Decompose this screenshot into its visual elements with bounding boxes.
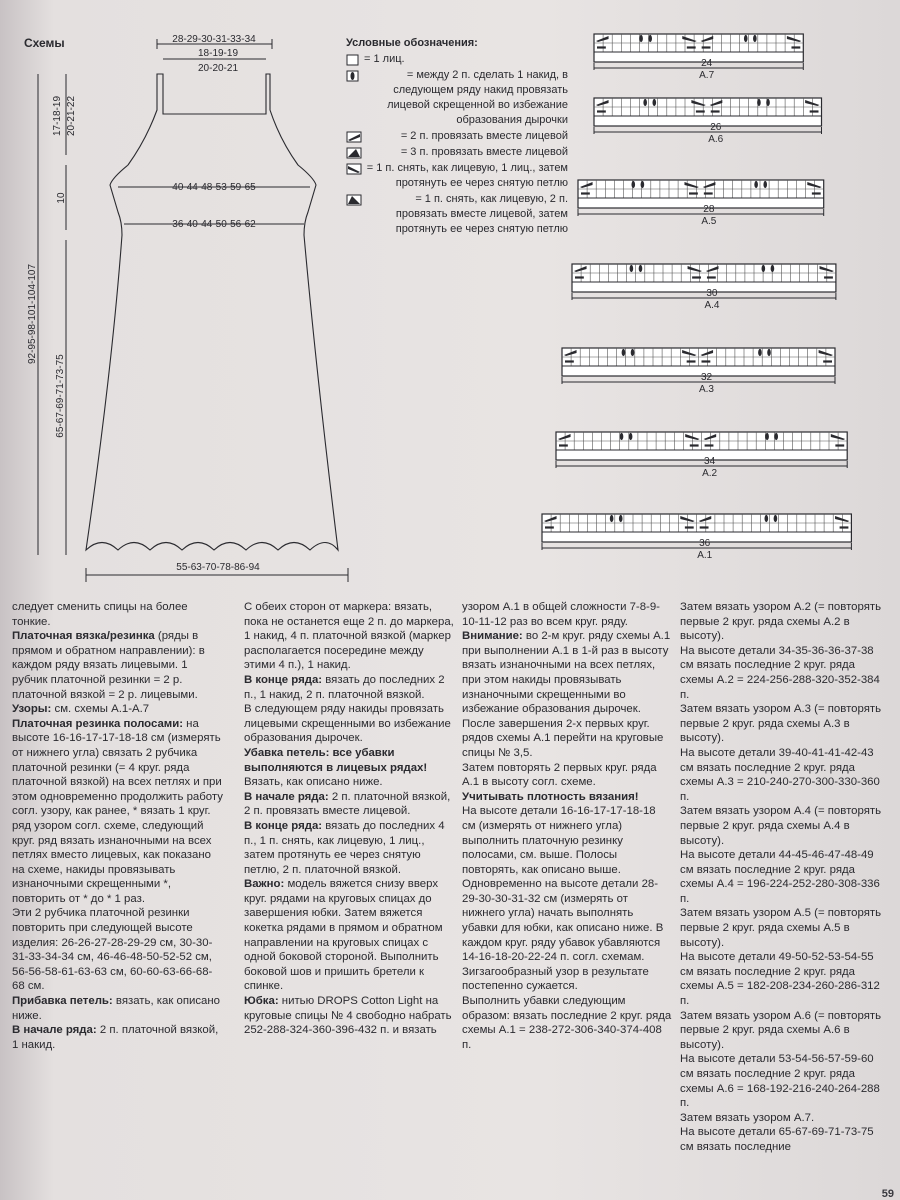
legend-title: Условные обозначения: — [346, 37, 478, 49]
chart-A.7 — [594, 34, 803, 81]
dress-outline — [86, 74, 338, 550]
yarn-over-symbol — [774, 433, 778, 440]
paragraph: Учитывать плотность вязания! — [462, 790, 639, 803]
paragraph: На высоте детали 53-54-56-57-59-60 см вязать последние 2 круг. ряда схемы А.6 = 168-192-216-240-264-288 п. — [680, 1053, 880, 1110]
paragraph: В конце ряда: вязать до последних 4 п., 1 п. снять, как лицевую, 1 лиц., затем протянуть ее через снятую петлю, 2 п. платочной вязкой. — [244, 819, 445, 876]
paragraph: Платочная резинка полосами: на высоте 16-16-17-17-18-18 см (измерять от нижнего угла) связать 2 рубчика платочной резинки (= 4 круг. ряда платочной вязкой) на всех петлях и при этом одновременно продолжить работу согл. узору, как ранее, * вязать 1 круг. ряд узором согл. схеме, следующий круг. ряд вязать изнаночными на всех петлях вместо лицевых, как показано на схеме, накиды провязывать изнаночными скрещенными *, повторить от * до * 1 раз. — [12, 717, 223, 905]
yarn-over-symbol — [643, 99, 647, 106]
paragraph: Убавка петель: все убавки выполняются в лицевых рядах! Вязать, как описано ниже. — [244, 746, 428, 789]
yarn-over-symbol — [629, 433, 633, 440]
chart-grid — [578, 180, 824, 208]
paragraph: В начале ряда: 2 п. платочной вязкой, 2 п. провязать вместе лицевой. — [244, 790, 451, 818]
yarn-over-symbol — [758, 349, 762, 356]
top-width-label: 28-29-30-31-33-34 — [172, 34, 256, 45]
yarn-over-symbol — [652, 99, 656, 106]
text-column-1 — [12, 600, 224, 1190]
chart-stitch-count: 32 — [700, 372, 713, 383]
skpo-icon — [346, 163, 362, 175]
paragraph: Эти 2 рубчика платочной резинки повторить при следующей высоте изделия: 26-26-27-28-29-29 см, 30-30-31-33-34-34 см, 46-46-48-50-52-52 см, 56-56-58-61-63-63 см, 60-60-63-66-68-68 см. — [12, 907, 213, 993]
chart-stitch-count: 36 — [699, 538, 711, 549]
yarn-over-symbol — [771, 265, 775, 272]
paragraph: Затем вязать узором А.2 (= повторять первые 2 круг. ряда схемы А.2 в высоту). — [680, 601, 882, 643]
chart-name: A.2 — [702, 468, 718, 479]
legend-item-text: = 3 п. провязать вместе лицевой — [400, 146, 568, 158]
section-title: Схемы — [24, 36, 65, 50]
text-column-4 — [680, 600, 890, 1190]
paragraph: После завершения 2-х первых круг. рядов схемы А.1 перейти на круговые спицы № 3,5. — [462, 717, 664, 759]
yarn-over-icon — [346, 70, 362, 82]
chart-A.4 — [572, 264, 836, 311]
chart-name: A.3 — [698, 384, 715, 395]
yarn-over-symbol — [767, 349, 771, 356]
k3tog-icon — [346, 147, 362, 159]
hem-width-label: 55-63-70-78-86-94 — [176, 562, 260, 573]
yarn-over-symbol — [631, 181, 635, 188]
paragraph: В следующем ряду накиды провязать лицевыми скрещенными во избежание образования дырочек. — [244, 703, 451, 745]
chart-A.1 — [542, 514, 851, 561]
yarn-over-symbol — [622, 349, 626, 356]
yarn-over-symbol — [766, 99, 770, 106]
chart-stitch-count: 30 — [706, 288, 718, 299]
chart-grid — [594, 34, 803, 62]
yarn-over-symbol — [641, 181, 645, 188]
paragraph: На высоте детали 65-67-69-71-73-75 см вязать последние — [680, 1126, 874, 1153]
total-length-label: 92-95-98-101-104-107 — [27, 263, 38, 365]
sk2po-icon — [346, 194, 362, 206]
chart-stitch-count: 28 — [703, 204, 715, 215]
paragraph: Затем вязать узором А.3 (= повторять первые 2 круг. ряда схемы А.3 в высоту). — [680, 703, 882, 745]
paragraph: На высоте детали 34-35-36-36-37-38 см вязать последние 2 круг. ряда схемы А.2 = 224-256-288-320-352-384 п. — [680, 644, 880, 701]
chart-name: A.6 — [708, 134, 724, 145]
dress-schematic — [20, 30, 360, 590]
page-number: 59 — [881, 1188, 894, 1200]
chart-name: A.4 — [704, 300, 720, 311]
strap-height-label-1: 17-18-19 — [52, 95, 63, 137]
paragraph: На высоте детали 44-45-46-47-48-49 см вязать последние 2 круг. ряда схемы А.4 = 196-224-252-280-308-336 п. — [680, 849, 880, 905]
chart-name: A.5 — [701, 216, 717, 227]
legend-item-text: = 2 п. провязать вместе лицевой — [400, 130, 568, 142]
paragraph: На высоте детали 39-40-41-41-42-43 см вязать последние 2 круг. ряда схемы А.3 = 210-240-270-300-330-360 п. — [680, 746, 880, 803]
yarn-over-symbol — [630, 265, 634, 272]
knitting-charts — [530, 28, 900, 588]
chart-stitch-count: 26 — [710, 122, 722, 133]
yarn-over-symbol — [765, 433, 769, 440]
paragraph: Важно: модель вяжется снизу вверх круг. рядами на круговых спицах до завершения юбки. Затем вяжется кокетка рядами в прямом и обратном направлении на круговых спицах с одной боковой стороной. Выполнить боковой шов и пришить бретели к спинке. — [244, 878, 443, 993]
neck-width-label-2: 20-20-21 — [197, 63, 239, 74]
chart-A.6 — [594, 98, 822, 145]
yarn-over-symbol — [639, 35, 643, 42]
legend-item-text: = 1 лиц. — [364, 53, 405, 65]
chart-stitch-count: 24 — [701, 58, 713, 69]
skirt-length-label: 65-67-69-71-73-75 — [55, 354, 66, 438]
yarn-over-symbol — [619, 515, 623, 522]
bust-width-label: 40-44-48-53-59-65 — [172, 182, 256, 193]
yarn-over-symbol — [753, 35, 757, 42]
paragraph: Узоры: см. схемы А.1-А.7 — [12, 703, 150, 716]
chart-A.5 — [578, 180, 824, 227]
yarn-over-symbol — [757, 99, 761, 106]
chart-name: A.1 — [697, 550, 713, 561]
paragraph: следует сменить спицы на более тонкие. — [12, 601, 188, 628]
paragraph: Затем повторять 2 первых круг. ряда А.1 в высоту согл. схеме. — [462, 761, 657, 789]
chart-grid — [556, 432, 847, 460]
neck-width-label-1: 18-19-19 — [197, 48, 239, 59]
chart-A.2 — [556, 432, 847, 479]
strap-height-label-2: 20-21-22 — [66, 95, 77, 137]
legend-item-text: = 1 п. снять, как лицевую, 1 лиц., затем протянуть ее через снятую петлю — [366, 162, 568, 189]
yarn-over-symbol — [639, 265, 643, 272]
paragraph: Платочная вязка/резинка (ряды в прямом и обратном направлении): в каждом ряду вязать лицевыми. 1 рубчик платочной резинки = 2 р. платочной вязкой = 2 р. лицевыми. — [12, 630, 205, 701]
chart-grid — [594, 98, 822, 126]
yarn-over-symbol — [754, 181, 758, 188]
yarn-over-symbol — [744, 35, 748, 42]
paragraph: Затем вязать узором А.7. — [680, 1111, 815, 1124]
chart-grid — [572, 264, 836, 292]
paragraph: В начале ряда: 2 п. платочной вязкой, 1 накид. — [12, 1024, 219, 1051]
yarn-over-symbol — [762, 265, 766, 272]
chart-grid — [562, 348, 835, 376]
paragraph: Затем вязать узором А.6 (= повторять первые 2 круг. ряда схемы А.6 в высоту). — [680, 1009, 882, 1051]
paragraph: Прибавка петель: вязать, как описано ниже. — [12, 995, 221, 1022]
paragraph: На высоте детали 49-50-52-53-54-55 см вязать последние 2 круг. ряда схемы А.5 = 182-208-234-260-286-312 п. — [680, 951, 880, 1008]
chart-name: A.7 — [699, 70, 715, 81]
text-column-3 — [462, 600, 672, 1190]
paragraph: узором А.1 в общей сложности 7-8-9-10-11-12 раз во всем круг. ряду. Внимание: во 2-м круг. ряду схемы А.1 при выполнении А.1 в 1-й раз в высоту вязать изнаночными на всех петлях, при этом накиды провязывать изнаночными скрещенными во избежание образования дырочек. — [462, 601, 671, 716]
paragraph: Одновременно на высоте детали 28-29-30-30-31-32 см (измерять от нижнего угла) начать выполнять убавки для юбки, как описано ниже. В каждом круг. ряду убавок убавляются 14-16-18-20-22-24 п. согл. схемам. Зигзагообразный узор в результате постепенно сужается. — [462, 878, 664, 993]
paragraph: Затем вязать узором А.4 (= повторять первые 2 круг. ряда схемы А.4 в высоту). — [680, 805, 882, 847]
knit-stitch-icon — [346, 54, 362, 66]
paragraph: Затем вязать узором А.5 (= повторять первые 2 круг. ряда схемы А.5 в высоту). — [680, 907, 882, 949]
yarn-over-symbol — [610, 515, 614, 522]
chart-grid — [542, 514, 851, 542]
legend-item-text: = между 2 п. сделать 1 накид, в следующем ряду накид провязать лицевой скрещенной во избежание образования дырочки — [387, 69, 568, 126]
paragraph: В конце ряда: вязать до последних 2 п., 1 накид, 2 п. платочной вязкой. — [244, 673, 445, 701]
yarn-over-symbol — [774, 515, 778, 522]
paragraph: Выполнить убавки следующим образом: вязать последние 2 круг. ряда схемы А.1 = 238-272-306-340-374-408 п. — [462, 995, 672, 1051]
yarn-over-symbol — [620, 433, 624, 440]
legend-item-text: = 1 п. снять, как лицевую, 2 п. провязать вместе лицевой, затем протянуть ее через снятую петлю — [395, 193, 568, 235]
yoke-height-label: 10 — [56, 192, 67, 204]
paragraph: На высоте детали 16-16-17-17-18-18 см (измерять от нижнего угла) выполнить платочную резинку полосами, см. выше. Полосы повторять, как описано выше. — [462, 805, 656, 876]
paragraph: С обеих сторон от маркера: вязать, пока не останется еще 2 п. до маркера, 1 накид, 4 п. платочной вязкой (маркер располагается посередине между этими 4 п.), 1 накид. — [244, 601, 454, 672]
yarn-over-symbol — [648, 35, 652, 42]
yarn-over-symbol — [631, 349, 635, 356]
k2tog-icon — [346, 131, 362, 143]
waist-width-label: 36-40-44-50-56-62 — [172, 219, 256, 230]
paragraph: Юбка: нитью DROPS Cotton Light на круговые спицы № 4 свободно набрать 252-288-324-360-396-432 п. и вязать — [244, 995, 452, 1037]
text-column-2 — [244, 600, 454, 1190]
chart-A.3 — [562, 348, 835, 395]
chart-stitch-count: 34 — [704, 456, 716, 467]
yarn-over-symbol — [765, 515, 769, 522]
yarn-over-symbol — [763, 181, 767, 188]
